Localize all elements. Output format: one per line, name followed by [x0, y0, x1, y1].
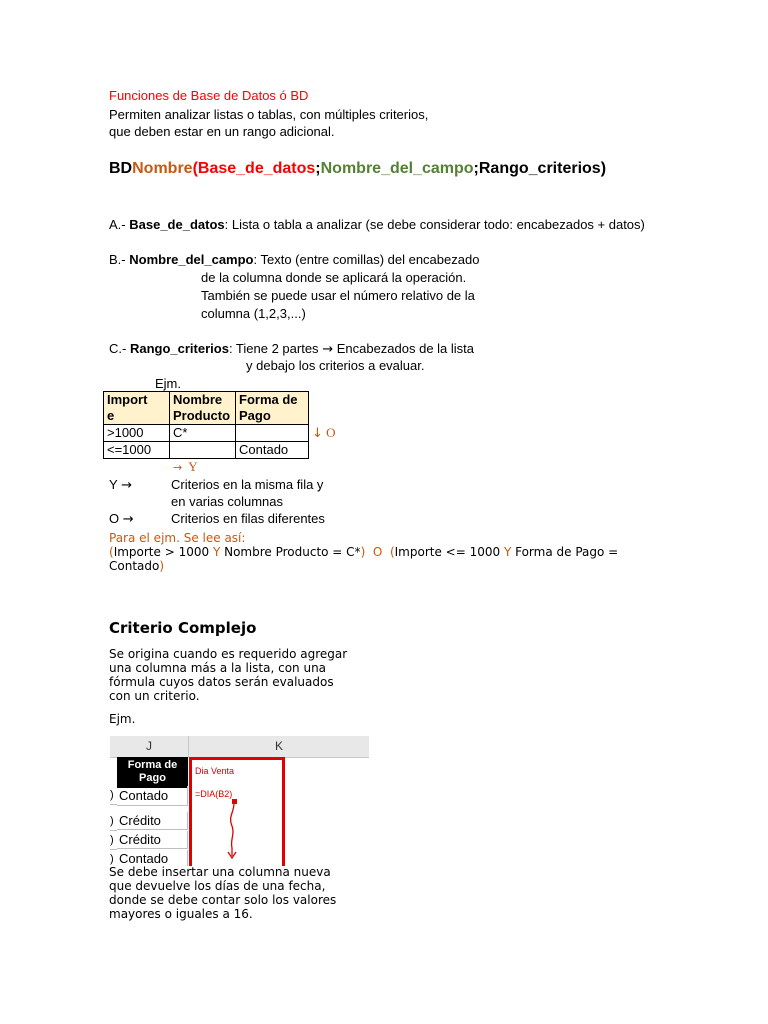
- and-indicator: [173, 459, 198, 475]
- reading-paren: (: [109, 545, 114, 559]
- left-edge-char: ): [110, 831, 117, 850]
- syntax-sep1: ;: [315, 160, 321, 177]
- legend-o-key: [109, 510, 134, 528]
- param-b-line-4: columna (1,2,3,...): [201, 306, 306, 321]
- criteria-header-pago-l1: Forma de: [239, 392, 298, 407]
- reading-text: Contado: [109, 559, 160, 573]
- column-header-j: J: [110, 736, 189, 758]
- reading-paren: ): [159, 559, 165, 573]
- param-c: [109, 340, 474, 358]
- complex-p2-l1: Se debe insertar una columna nueva: [109, 865, 331, 879]
- param-b: [109, 251, 479, 268]
- reading-text: Importe <= 1000: [394, 545, 504, 559]
- or-label: O: [326, 425, 336, 440]
- legend-y-desc-2: en varias columnas: [171, 494, 283, 509]
- right-arrow-icon: →: [121, 478, 132, 493]
- down-arrow-icon: ↓: [312, 426, 323, 441]
- reading-text: Importe > 1000: [113, 545, 213, 559]
- reading-o: O: [365, 545, 390, 559]
- param-a-name: Base_de_datos: [129, 217, 225, 232]
- section-title: Funciones de Base de Datos ó BD: [109, 88, 309, 103]
- complex-p1-l3: fórmula cuyos datos serán evaluados: [109, 675, 334, 689]
- formula-text: =DIA(B2): [195, 789, 233, 799]
- left-edge-char: ): [110, 786, 117, 805]
- syntax-sep2: ;: [473, 160, 479, 177]
- reading-paren: (: [389, 545, 395, 559]
- param-b-line-2: de la columna donde se aplicará la operación.: [201, 270, 467, 285]
- criteria-cell: C*: [170, 425, 236, 442]
- complex-example-label: Ejm.: [109, 712, 136, 726]
- criteria-header-importe-l2: e: [107, 408, 115, 423]
- complex-p2-l3: donde se debe contar solo los valores: [109, 893, 337, 907]
- reading-line-2: [109, 559, 164, 573]
- intro-line-2: que deben estar en un rango adicional.: [109, 124, 335, 139]
- reading-text: Forma de Pago =: [511, 545, 619, 559]
- param-a-text: : Lista o tabla a analizar (se debe considerar todo: encabezados + datos): [224, 217, 645, 232]
- criteria-table: [103, 391, 309, 459]
- complex-p2-l4: mayores o iguales a 16.: [109, 907, 253, 921]
- right-arrow-icon: →: [322, 342, 334, 357]
- param-b-line-3: También se puede usar el número relativo de la: [201, 288, 475, 303]
- criteria-header-pago: [236, 392, 309, 425]
- param-a: [109, 216, 645, 233]
- criteria-cell: >1000: [104, 425, 170, 442]
- reading-y: Y: [503, 545, 512, 559]
- sheet-cell: Crédito: [117, 831, 188, 849]
- left-edge-char: ): [110, 812, 117, 831]
- syntax-arg1: Base_de_datos: [197, 160, 316, 177]
- param-c-text: : Tiene 2 partes: [228, 341, 319, 356]
- criteria-header-producto-l2: Producto: [173, 408, 231, 423]
- param-c-text-2: Encabezados de la lista: [333, 341, 475, 356]
- param-c-line-2: y debajo los criterios a evaluar.: [246, 358, 425, 373]
- syntax-arg3: Rango_criterios: [478, 160, 601, 177]
- forma-de-pago-header-l2: Pago: [139, 772, 166, 784]
- param-c-name: Rango_criterios: [129, 341, 229, 356]
- or-indicator: [312, 425, 336, 441]
- right-arrow-icon: →: [122, 512, 134, 527]
- syntax-nombre: Nombre: [132, 160, 193, 177]
- sheet-cell: Contado: [117, 786, 188, 806]
- complex-title: Criterio Complejo: [109, 619, 257, 637]
- param-b-prefix: B.-: [109, 252, 130, 267]
- criteria-header-producto: [170, 392, 236, 425]
- reading-text: Nombre Producto = C*: [220, 545, 361, 559]
- legend-o-letter: O: [109, 511, 120, 526]
- new-column-header: Dia Venta: [195, 766, 235, 776]
- criteria-header-importe-l1: Import: [107, 392, 148, 407]
- criteria-cell: [236, 425, 309, 442]
- criteria-cell: Contado: [236, 442, 309, 459]
- sheet-cell: Crédito: [117, 812, 188, 830]
- criteria-cell: [170, 442, 236, 459]
- intro-line-1: Permiten analizar listas o tablas, con múltiples criterios,: [109, 107, 429, 122]
- param-b-text: : Texto (entre comillas) del encabezado: [253, 252, 480, 267]
- complex-p2-l2: que devuelve los días de una fecha,: [109, 879, 326, 893]
- criteria-header-importe: [104, 392, 170, 425]
- legend-o-desc: Criterios en filas diferentes: [171, 511, 325, 526]
- param-b-name: Nombre_del_campo: [129, 252, 254, 267]
- syntax-open: (: [192, 160, 198, 177]
- spreadsheet-image: [110, 736, 369, 866]
- criteria-row: [104, 425, 309, 442]
- syntax-bd: BD: [109, 160, 133, 177]
- reading-paren: ): [360, 545, 366, 559]
- reading-y: Y: [212, 545, 221, 559]
- syntax-close: ): [600, 160, 607, 177]
- criteria-cell: <=1000: [104, 442, 170, 459]
- complex-p1-l2: una columna más a la lista, con una: [109, 661, 327, 675]
- example-label: Ejm.: [155, 376, 181, 391]
- criteria-header-pago-l2: Pago: [239, 408, 271, 423]
- forma-de-pago-header-l1: Forma de: [127, 759, 178, 771]
- reading-line-1: [109, 545, 618, 559]
- right-arrow-icon: →: [173, 461, 183, 474]
- fill-down-arrow-icon: [220, 798, 240, 866]
- legend-y-desc-1: Criterios en la misma fila y: [171, 477, 324, 492]
- criteria-header-producto-l1: Nombre: [173, 392, 223, 407]
- complex-p1-l1: Se origina cuando es requerido agregar: [109, 647, 348, 661]
- legend-y-letter: Y: [109, 477, 118, 492]
- complex-p1-l4: con un criterio.: [109, 689, 200, 703]
- param-c-prefix: C.-: [109, 341, 130, 356]
- param-a-prefix: A.-: [109, 217, 130, 232]
- syntax-arg2: Nombre_del_campo: [320, 160, 474, 177]
- criteria-header-row: [104, 392, 309, 425]
- reading-intro: Para el ejm. Se lee así:: [109, 531, 246, 545]
- column-header-k: K: [189, 736, 369, 758]
- legend-y-key: [109, 476, 132, 494]
- syntax-line: [109, 159, 606, 179]
- sheet-cell: Contado: [117, 850, 188, 866]
- left-edge-char: ): [110, 850, 117, 866]
- forma-de-pago-header: [117, 757, 188, 788]
- and-label: Y: [188, 459, 198, 474]
- criteria-row: [104, 442, 309, 459]
